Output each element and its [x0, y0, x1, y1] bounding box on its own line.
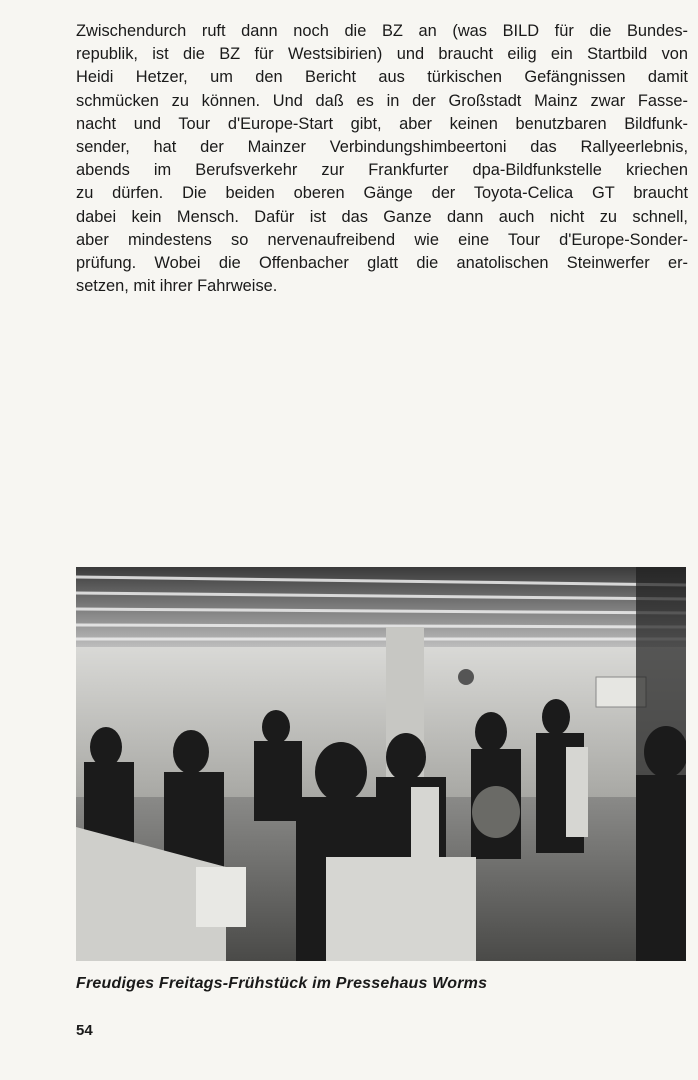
text-line: abends im Berufsverkehr zur Frankfurter dpa-Bildfunkstelle kriechen — [76, 161, 688, 180]
text-line: Heidi Hetzer, um den Bericht aus türkischen Gefängnissen damit — [76, 68, 688, 87]
text-line: schmücken zu können. Und daß es in der Großstadt Mainz zwar Fasse- — [76, 91, 688, 110]
text-line: dabei kein Mensch. Dafür ist das Ganze dann auch nicht zu schnell, — [76, 207, 688, 226]
text-line: nacht und Tour d'Europe-Start gibt, aber keinen benutzbaren Bildfunk- — [76, 114, 688, 133]
text-line: sender, hat der Mainzer Verbindungshimbeertoni das Rallyeerlebnis, — [76, 138, 688, 157]
press-room-photo — [76, 567, 686, 961]
text-line: prüfung. Wobei die Offenbacher glatt die anatolischen Steinwerfer er- — [76, 254, 688, 273]
body-paragraph — [76, 20, 688, 298]
text-line: aber mindestens so nervenaufreibend wie eine Tour d'Europe-Sonder- — [76, 230, 688, 249]
text-line: Zwischendurch ruft dann noch die BZ an (was BILD für die Bundes- — [76, 22, 688, 40]
text-line: zu dürfen. Die beiden oberen Gänge der Toyota-Celica GT braucht — [76, 184, 688, 203]
page-number: 54 — [76, 1022, 93, 1039]
text-line: republik, ist die BZ für Westsibirien) und braucht eilig ein Startbild von — [76, 45, 688, 64]
photo-caption: Freudiges Freitags-Frühstück im Pressehaus Worms — [76, 975, 488, 992]
text-line: setzen, mit ihrer Fahrweise. — [76, 277, 278, 296]
